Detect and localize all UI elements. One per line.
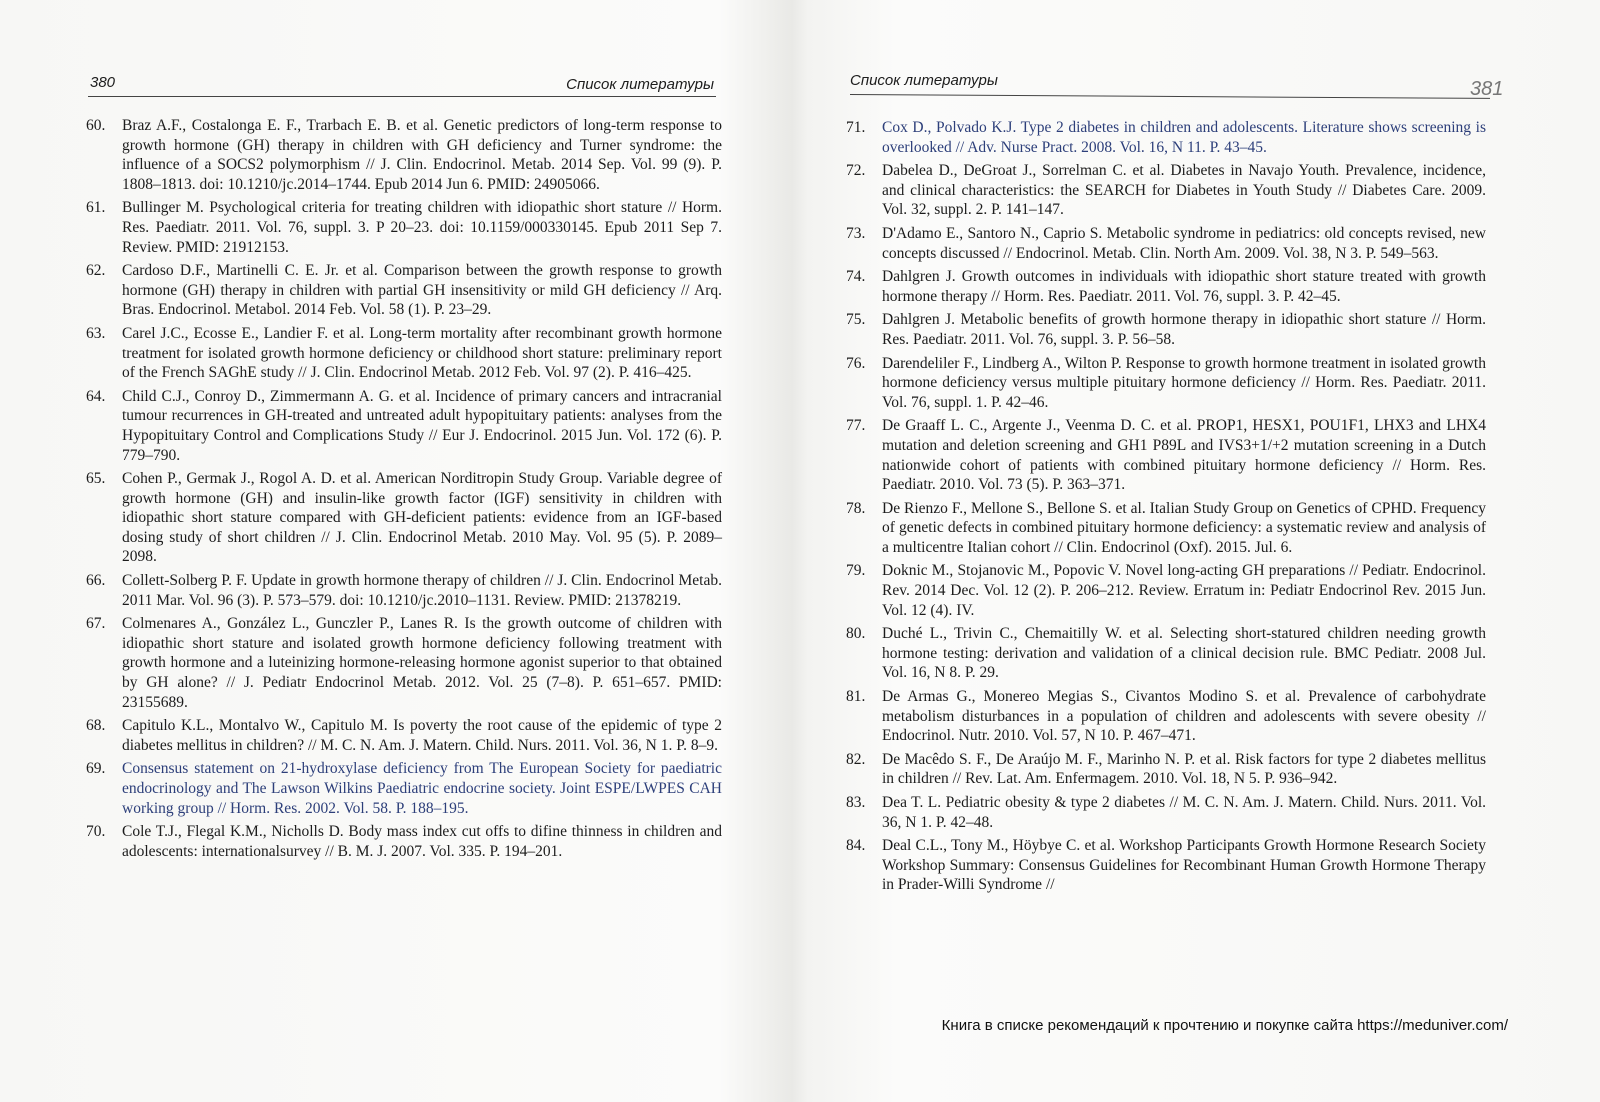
reference-text: Deal C.L., Tony M., Höybye C. et al. Workshop Participants Growth Hormone Research Society Workshop Summary: Consensus Guidelines for Recombinant Human Growth Hormone Therapy in Prader-Willi Syndrome //: [882, 837, 1486, 894]
reference-item: [86, 324, 722, 383]
reference-text: Carel J.C., Ecosse E., Landier F. et al. Long-term mortality after recombinant growth hormone treatment for isolated growth hormone deficiency or childhood short stature: preliminary report of the French SAGhE study // J. Clin. Endocrinol Metab. 2012 Feb. Vol. 97 (2). P. 416–425.: [122, 324, 722, 382]
reference-number: 73.: [846, 224, 866, 242]
reference-item: [846, 561, 1486, 620]
reference-text: Doknic M., Stojanovic M., Popovic V. Novel long-acting GH preparations // Pediatr. Endocrinol. Rev. 2014 Dec. Vol. 12 (2). P. 206–212. Review. Erratum in: Pediatr Endocrinol Rev. 2015 Jun. Vol. 12 (4). IV.: [882, 562, 1486, 619]
reference-text: D'Adamo E., Santoro N., Caprio S. Metabolic syndrome in pediatrics: old concepts revised, new concepts discussed // Endocrinol. Metab. Clin. North Am. 2009. Vol. 38, N 3. P. 549–563.: [882, 224, 1486, 262]
reference-number: 63.: [86, 324, 106, 342]
reference-text: Duché L., Trivin C., Chemaitilly W. et al. Selecting short-statured children needing growth hormone testing: derivation and validation of a clinical decision rule. BMC Pediatr. 2008 Jul. Vol. 16, N 8. P. 29.: [882, 625, 1486, 682]
reference-item: [846, 750, 1486, 789]
reference-item: [846, 499, 1486, 558]
running-title-right: Список литературы: [850, 72, 998, 89]
reference-item: [846, 267, 1486, 306]
reference-number: 60.: [86, 117, 106, 134]
reference-item: [846, 310, 1486, 349]
reference-number: 75.: [846, 311, 866, 329]
reference-item: [86, 571, 722, 610]
reference-number: 69.: [86, 760, 106, 778]
reference-text: Cardoso D.F., Martinelli C. E. Jr. et al. Comparison between the growth response to growth hormone (GH) therapy in children with partial GH insensitivity or mild GH deficiency // Arq. Bras. Endocrinol. Metabol. 2014 Feb. Vol. 58 (1). P. 23–29.: [122, 262, 722, 319]
reference-number: 77.: [846, 417, 866, 435]
reference-text: Dahlgren J. Metabolic benefits of growth hormone therapy in idiopathic short stature // Horm. Res. Paediatr. 2011. Vol. 76, suppl. 3. P. 56–58.: [882, 311, 1486, 348]
reference-item: [86, 116, 722, 194]
reference-text: Dea T. L. Pediatric obesity & type 2 diabetes // M. C. N. Am. J. Matern. Child. Nurs. 2011. Vol. 36, N 1. P. 42–48.: [882, 794, 1486, 831]
reference-text: Cole T.J., Flegal K.M., Nicholls D. Body mass index cut offs to difine thinness in children and adolescents: internationalsurvey // B. M. J. 2007. Vol. 335. P. 194–201.: [122, 823, 722, 860]
reference-item: [846, 416, 1486, 494]
reference-number: 71.: [846, 119, 866, 136]
page-number-right: 381: [1470, 78, 1504, 100]
reference-number: 83.: [846, 794, 866, 811]
reference-text: Colmenares A., González L., Gunczler P., Lanes R. Is the growth outcome of children with idiopathic short stature and isolated growth hormone deficiency following treatment with growth hormone and a luteinizing hormone-releasing hormone agonist superior to that obtained by GH alone? // J. Pediatr Endocrinol Metab. 2012. Vol. 25 (7–8). P. 651–657. PMID: 23155689.: [122, 615, 722, 711]
reference-number: 67.: [86, 615, 106, 633]
right-page: [800, 0, 1600, 1102]
page-number-left: 380: [90, 74, 116, 91]
reference-item: [846, 687, 1486, 746]
reference-item: [86, 469, 722, 567]
reference-text: Collett-Solberg P. F. Update in growth hormone therapy of children // J. Clin. Endocrinol Metab. 2011 Mar. Vol. 96 (3). P. 573–579. doi: 10.1210/jc.2010–1131. Review. PMID: 21378219.: [122, 572, 722, 609]
reference-number: 68.: [86, 717, 106, 735]
reference-item: [86, 261, 722, 320]
reference-item: [86, 759, 722, 818]
site-footer-note: Книга в списке рекомендаций к прочтению и покупке сайта https://meduniver.com/: [941, 1017, 1508, 1034]
reference-number: 65.: [86, 470, 106, 488]
reference-item: [846, 354, 1486, 413]
reference-text: Darendeliler F., Lindberg A., Wilton P. Response to growth hormone treatment in isolated growth hormone deficiency versus multiple pituitary hormone deficiency // Horm. Res. Paediatr. 2011. Vol. 76, suppl. 1. P. 42–46.: [882, 354, 1486, 411]
reference-number: 74.: [846, 268, 866, 286]
reference-number: 81.: [846, 688, 866, 706]
header-rule-right: [850, 94, 1490, 99]
reference-item: [846, 161, 1486, 220]
reference-item: [86, 614, 722, 712]
reference-item: [86, 822, 722, 861]
reference-text: De Graaff L. C., Argente J., Veenma D. C. et al. PROP1, HESX1, POU1F1, LHX3 and LHX4 mutation and deletion screening and GH1 P89L and IVS3+1/+2 mutation screening in a Dutch nationwide cohort of patients with combined pituitary hormone deficiency // Horm. Res. Paediatr. 2010. Vol. 73 (5). P. 363–371.: [882, 417, 1486, 494]
reference-text: De Macêdo S. F., De Araújo M. F., Marinho N. P. et al. Risk factors for type 2 diabetes mellitus in children // Rev. Lat. Am. Enfermagem. 2010. Vol. 18, N 5. P. 936–942.: [882, 750, 1486, 788]
reference-text: De Armas G., Monereo Megias S., Civantos Modino S. et al. Prevalence of carbohydrate metabolism disturbances in a population of children and adolescents with severe obesity // Endocrinol. Nutr. 2010. Vol. 57, N 10. P. 467–471.: [882, 688, 1486, 745]
header-rule-left: [88, 96, 716, 97]
reference-item: [846, 118, 1486, 157]
reference-list-left: [86, 116, 722, 865]
reference-text: Consensus statement on 21-hydroxylase deficiency from The European Society for paediatric endocrinology and The Lawson Wilkins Paediatric endocrine society. Joint ESPE/LWPES CAH working group // Horm. Res. 2002. Vol. 58. P. 188–195.: [122, 760, 722, 817]
reference-item: [846, 624, 1486, 683]
reference-text: Child C.J., Conroy D., Zimmermann A. G. et al. Incidence of primary cancers and intracranial tumour recurrences in GH-treated and untreated adult hypopituitary patients: analyses from the Hypopituitary Control and Complications Study // Eur J. Endocrinol. 2015 Jun. Vol. 172 (6). P. 779–790.: [122, 387, 722, 464]
reference-number: 82.: [846, 750, 866, 768]
reference-number: 78.: [846, 499, 866, 517]
reference-list-right: [846, 118, 1486, 899]
reference-text: Dahlgren J. Growth outcomes in individuals with idiopathic short stature treated with growth hormone therapy // Horm. Res. Paediatr. 2011. Vol. 76, suppl. 3. P. 42–45.: [882, 268, 1486, 305]
reference-number: 72.: [846, 162, 866, 180]
reference-text: Cox D., Polvado K.J. Type 2 diabetes in children and adolescents. Literature shows screening is overlooked // Adv. Nurse Pract. 2008. Vol. 16, N 11. P. 43–45.: [882, 119, 1486, 156]
reference-item: [846, 224, 1486, 263]
reference-number: 84.: [846, 837, 866, 855]
reference-item: [846, 836, 1486, 895]
reference-item: [86, 716, 722, 755]
reference-text: Capitulo K.L., Montalvo W., Capitulo M. Is poverty the root cause of the epidemic of type 2 diabetes mellitus in children? // M. C. N. Am. J. Matern. Child. Nurs. 2011. Vol. 36, N 1. P. 8–9.: [122, 717, 722, 754]
reference-text: Braz A.F., Costalonga E. F., Trarbach E. B. et al. Genetic predictors of long-term response to growth hormone (GH) therapy in children with GH deficiency and Turner syndrome: the influence of a SOCS2 polymorphism // J. Clin. Endocrinol. Metab. 2014 Sep. Vol. 99 (9). P. 1808–1813. doi: 10.1210/jc.2014–1744. Epub 2014 Jun 6. PMID: 24905066.: [122, 117, 722, 193]
reference-item: [846, 793, 1486, 832]
reference-number: 62.: [86, 262, 106, 280]
reference-number: 80.: [846, 625, 866, 643]
reference-number: 64.: [86, 387, 106, 405]
running-title-left: Список литературы: [566, 76, 714, 93]
reference-number: 76.: [846, 354, 866, 372]
reference-item: [86, 387, 722, 465]
reference-item: [86, 198, 722, 257]
reference-number: 79.: [846, 562, 866, 580]
reference-number: 70.: [86, 823, 106, 841]
reference-number: 61.: [86, 199, 106, 217]
reference-number: 66.: [86, 572, 106, 590]
reference-text: Dabelea D., DeGroat J., Sorrelman C. et al. Diabetes in Navajo Youth. Prevalence, incidence, and clinical characteristics: the SEARCH for Diabetes in Youth Study // Diabetes Care. 2009. Vol. 32, suppl. 2. P. 141–147.: [882, 162, 1486, 219]
reference-text: Bullinger M. Psychological criteria for treating children with idiopathic short stature // Horm. Res. Paediatr. 2011. Vol. 76, suppl. 3. P 20–23. doi: 10.1159/000330145. Epub 2011 Sep 7. Review. PMID: 21912153.: [122, 199, 722, 256]
reference-text: De Rienzo F., Mellone S., Bellone S. et al. Italian Study Group on Genetics of CPHD. Frequency of genetic defects in combined pituitary hormone deficiency: a systematic review and analysis of a multicentre Italian cohort // Clin. Endocrinol (Oxf). 2015. Jul. 6.: [882, 499, 1486, 556]
reference-text: Cohen P., Germak J., Rogol A. D. et al. American Norditropin Study Group. Variable degree of growth hormone (GH) and insulin-like growth factor (IGF) sensitivity in children with idiopathic short stature compared with GH-deficient patients: evidence from an IGF-based dosing study of short children // J. Clin. Endocrinol Metab. 2010 May. Vol. 95 (5). P. 2089–2098.: [122, 470, 722, 566]
